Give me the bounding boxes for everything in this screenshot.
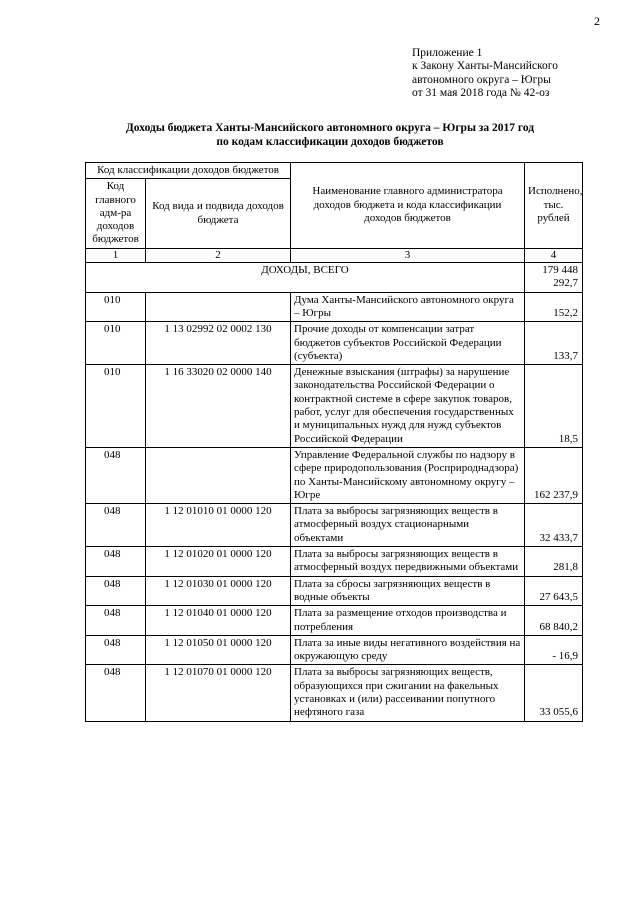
table-row	[86, 504, 583, 547]
income-name-cell: Денежные взыскания (штрафы) за нарушение законодательства Российской Федерации о контрактной системе в сфере закупок товаров, работ, услуг для обеспечения государственных и муниципальных нужд для нужд субъектов Российской Федерации	[291, 365, 525, 448]
column-numbers-row	[86, 248, 583, 262]
income-code-cell: 1 13 02992 02 0002 130	[146, 322, 291, 365]
income-name-cell: Плата за выбросы загрязняющих веществ, образующихся при сжигании на факельных установках и (или) рассеивании попутного нефтяного газа	[291, 665, 525, 721]
income-code-cell	[146, 292, 291, 322]
table-row	[86, 292, 583, 322]
admin-code-cell: 010	[86, 365, 146, 448]
admin-code-cell: 048	[86, 635, 146, 665]
total-label: ДОХОДЫ, ВСЕГО	[86, 263, 525, 293]
amount-cell: 32 433,7	[525, 504, 583, 547]
revenue-table	[85, 162, 583, 722]
table-row	[86, 665, 583, 721]
income-name-cell: Плата за сбросы загрязняющих веществ в водные объекты	[291, 576, 525, 606]
income-name-cell: Управление Федеральной службы по надзору в сфере природопользования (Росприроднадзора) по Ханты-Мансийскому автономному округу – Югре	[291, 447, 525, 503]
income-code-cell: 1 12 01070 01 0000 120	[146, 665, 291, 721]
income-code-cell: 1 12 01010 01 0000 120	[146, 504, 291, 547]
amount-cell: 152,2	[525, 292, 583, 322]
income-name-cell: Плата за иные виды негативного воздействия на окружающую среду	[291, 635, 525, 665]
amount-cell: 68 840,2	[525, 606, 583, 636]
admin-code-cell: 048	[86, 606, 146, 636]
header-admin-code: Код главного адм-ра доходов бюджетов	[86, 179, 146, 248]
table-row	[86, 547, 583, 577]
income-code-cell	[146, 447, 291, 503]
page-number: 2	[594, 14, 600, 28]
income-code-cell: 1 12 01040 01 0000 120	[146, 606, 291, 636]
income-name-cell: Дума Ханты-Мансийского автономного округа – Югры	[291, 292, 525, 322]
amount-cell: 27 643,5	[525, 576, 583, 606]
admin-code-cell: 010	[86, 292, 146, 322]
table-row	[86, 576, 583, 606]
table-row	[86, 322, 583, 365]
income-name-cell: Плата за выбросы загрязняющих веществ в атмосферный воздух передвижными объектами	[291, 547, 525, 577]
annex-line-3: автономного округа – Югры	[412, 73, 551, 86]
income-code-cell: 1 12 01050 01 0000 120	[146, 635, 291, 665]
header-amount: Исполнено, тыс. рублей	[525, 163, 583, 249]
title-line-2: по кодам классификации доходов бюджетов	[216, 136, 444, 148]
income-name-cell: Прочие доходы от компенсации затрат бюджетов субъектов Российской Федерации (субъекта)	[291, 322, 525, 365]
document-title	[80, 121, 580, 149]
amount-cell: 33 055,6	[525, 665, 583, 721]
column-number: 1	[86, 248, 146, 262]
header-income-code: Код вида и подвида доходов бюджета	[146, 179, 291, 248]
admin-code-cell: 048	[86, 576, 146, 606]
total-row	[86, 263, 583, 293]
admin-code-cell: 048	[86, 504, 146, 547]
annex-line-1: Приложение 1	[412, 47, 483, 59]
header-row	[86, 163, 583, 179]
amount-cell: - 16,9	[525, 635, 583, 665]
column-number: 3	[291, 248, 525, 262]
total-amount: 179 448 292,7	[525, 263, 583, 293]
annex-line-2: к Закону Ханты-Мансийского	[412, 60, 558, 73]
annex-note	[412, 47, 558, 100]
amount-cell: 133,7	[525, 322, 583, 365]
income-name-cell: Плата за размещение отходов производства и потребления	[291, 606, 525, 636]
column-number: 4	[525, 248, 583, 262]
table-row	[86, 365, 583, 448]
header-classification: Код классификации доходов бюджетов	[86, 163, 291, 179]
column-number: 2	[146, 248, 291, 262]
income-code-cell: 1 16 33020 02 0000 140	[146, 365, 291, 448]
title-line-1: Доходы бюджета Ханты-Мансийского автономного округа – Югры за 2017 год	[125, 122, 535, 134]
admin-code-cell: 048	[86, 447, 146, 503]
amount-cell: 281,8	[525, 547, 583, 577]
amount-cell: 18,5	[525, 365, 583, 448]
income-name-cell: Плата за выбросы загрязняющих веществ в атмосферный воздух стационарными объектами	[291, 504, 525, 547]
table-row	[86, 635, 583, 665]
admin-code-cell: 010	[86, 322, 146, 365]
header-name: Наименование главного администратора доходов бюджета и кода классификации доходов бюджетов	[291, 163, 525, 249]
income-code-cell: 1 12 01030 01 0000 120	[146, 576, 291, 606]
table-row	[86, 447, 583, 503]
table-row	[86, 606, 583, 636]
admin-code-cell: 048	[86, 665, 146, 721]
admin-code-cell: 048	[86, 547, 146, 577]
annex-line-4: от 31 мая 2018 года № 42-оз	[412, 86, 550, 99]
amount-cell: 162 237,9	[525, 447, 583, 503]
income-code-cell: 1 12 01020 01 0000 120	[146, 547, 291, 577]
